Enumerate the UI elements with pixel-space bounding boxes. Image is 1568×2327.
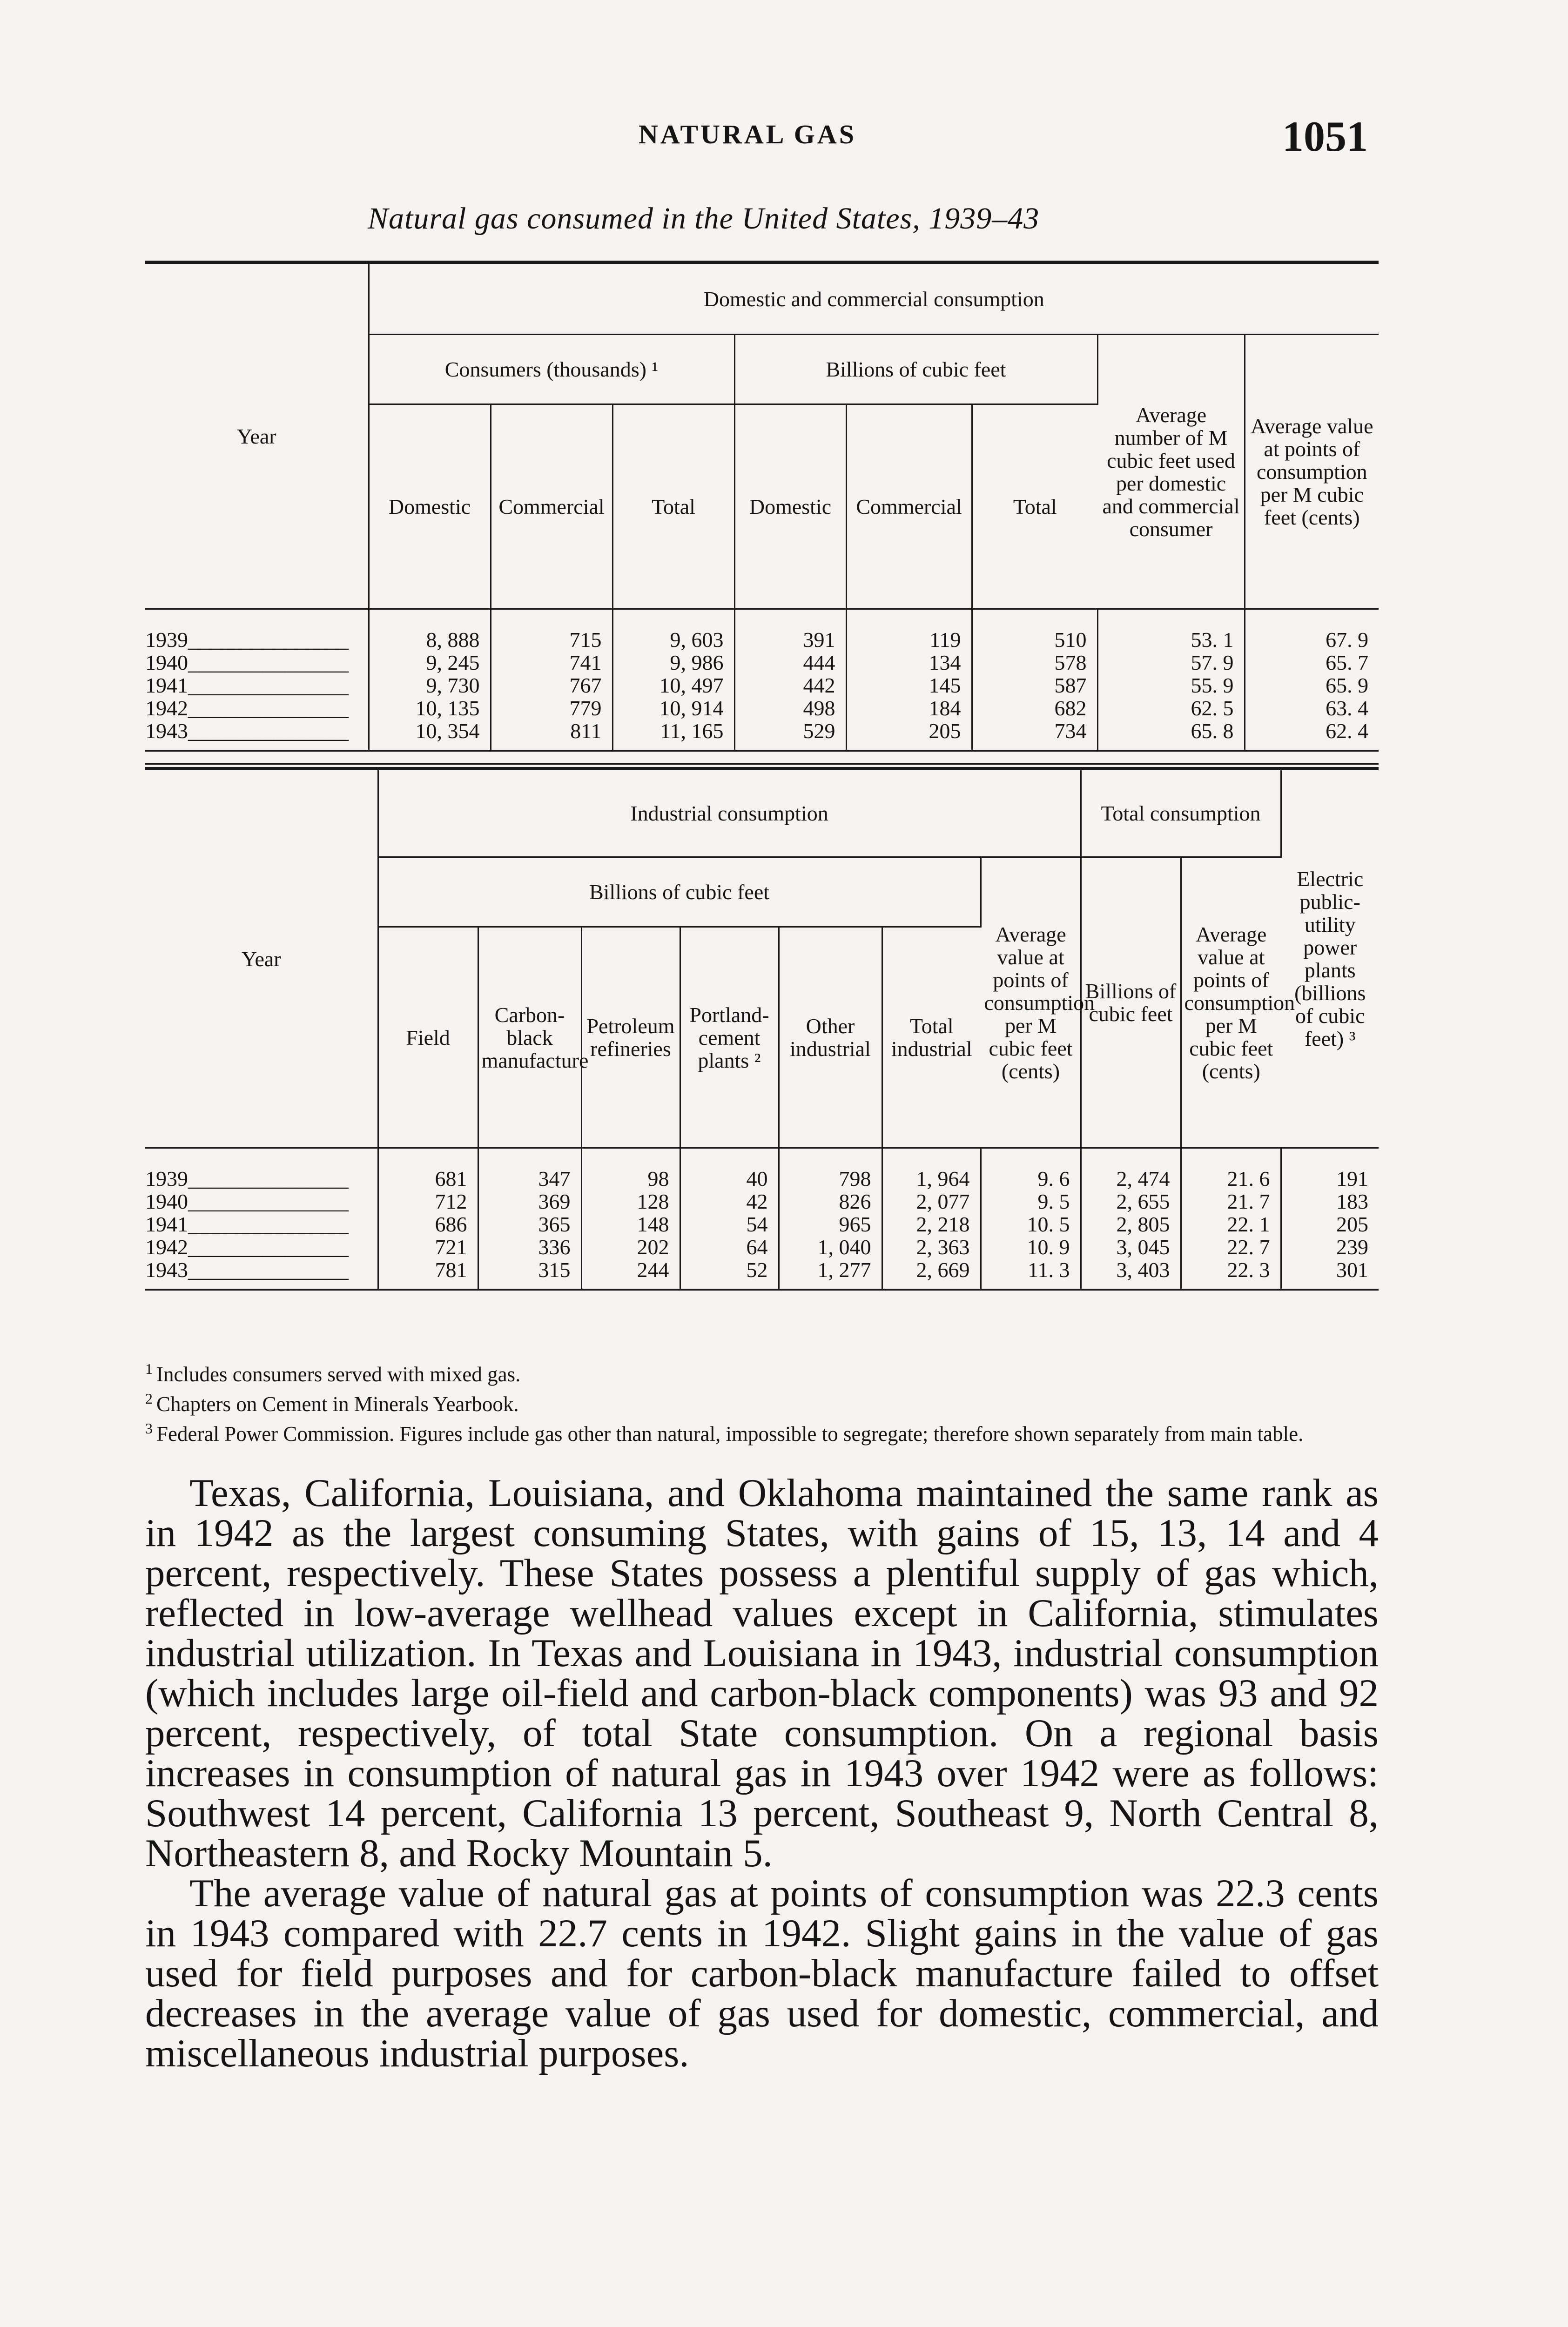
cell: 9, 986 <box>612 651 734 674</box>
cell: 22. 7 <box>1181 1236 1281 1258</box>
cell: 712 <box>378 1190 478 1213</box>
cell: 498 <box>734 697 846 720</box>
cell: 128 <box>581 1190 680 1213</box>
cell: 145 <box>846 674 972 697</box>
cell: 8, 888 <box>369 609 491 652</box>
cell: 798 <box>779 1148 882 1190</box>
cell: 2, 474 <box>1081 1148 1181 1190</box>
table-row <box>145 651 1379 674</box>
cell: 53. 1 <box>1097 609 1245 652</box>
col-avg-total: Average value at points of consumption per M cubic feet (cents) <box>1181 857 1281 1148</box>
paragraph: The average value of natural gas at points of consumption was 22.3 cents in 1943 compared with 22.7 cents in 1942. Slight gains in the value of gas used for field purposes and for carbon-black manufacture failed to offset decreases in the average value of gas used for domestic, commercial, and miscellaneous industrial purposes. <box>145 1871 1379 2075</box>
cell: 3, 403 <box>1081 1258 1181 1290</box>
col-consumers-domestic: Domestic <box>369 404 491 609</box>
cell: 10. 9 <box>981 1236 1081 1258</box>
table-row <box>145 1190 1379 1213</box>
cell: 779 <box>491 697 612 720</box>
cell: 301 <box>1281 1258 1379 1290</box>
cell: 682 <box>972 697 1097 720</box>
cell: 2, 077 <box>882 1190 981 1213</box>
year-cell: 1939_______________ <box>145 1148 378 1190</box>
footnote: $^1$ Includes consumers served with mixed gas. <box>145 1360 521 1386</box>
cell: 9, 730 <box>369 674 491 697</box>
cell: 64 <box>680 1236 779 1258</box>
year-cell: 1940_______________ <box>145 1190 378 1213</box>
year-cell: 1943_______________ <box>145 720 369 751</box>
consumers-header: Consumers (thousands) ¹ <box>369 335 734 404</box>
paragraph: Texas, California, Louisiana, and Oklahoma maintained the same rank as in 1942 as the largest consuming States, with gains of 15, 13, 14 and 4 percent, respectively. These States possess a plentiful supply of gas which, reflected in low-average wellhead values except in California, stimulates industrial utilization. In Texas and Louisiana in 1943, industrial consumption (which includes large oil-field and carbon-black components) was 93 and 92 percent, respectively, of total State consumption. On a regional basis increases in consumption of natural gas in 1943 over 1942 were as follows: Southwest 14 percent, California 13 percent, Southeast 9, North Central 8, Northeastern 8, and Rocky Mountain 5. <box>145 1471 1379 1875</box>
cell: 55. 9 <box>1097 674 1245 697</box>
cell: 65. 8 <box>1097 720 1245 751</box>
cell: 741 <box>491 651 612 674</box>
col-consumers-total: Total <box>612 404 734 609</box>
table-row <box>145 720 1379 751</box>
table-row <box>145 1236 1379 1258</box>
cell: 42 <box>680 1190 779 1213</box>
avg-value-header: Average value at points of consumption per M cubic feet (cents) <box>1245 335 1379 609</box>
col-total-billions: Billions of cubic feet <box>1081 857 1181 1148</box>
cell: 715 <box>491 609 612 652</box>
footnote: $^3$ Federal Power Commission. Figures include gas other than natural, impossible to segregate; therefore shown separately from main table. <box>145 1420 1304 1446</box>
col-other-industrial: Other industrial <box>779 927 882 1148</box>
cell: 183 <box>1336 1190 1369 1213</box>
cell: 1, 964 <box>882 1148 981 1190</box>
cell: 22. 1 <box>1181 1213 1281 1236</box>
billions-header: Billions of cubic feet <box>734 335 1097 404</box>
cell: 9, 603 <box>612 609 734 652</box>
col-billions-domestic: Domestic <box>734 404 846 609</box>
cell: 444 <box>734 651 846 674</box>
body-text <box>145 1473 1379 2073</box>
cell: 10. 5 <box>981 1213 1081 1236</box>
total-consumption-header: Total consumption <box>1081 769 1281 857</box>
cell: 98 <box>581 1148 680 1190</box>
cell: 347 <box>478 1148 581 1190</box>
table-row <box>145 697 1379 720</box>
cell: 1, 277 <box>779 1258 882 1290</box>
cell: 365 <box>478 1213 581 1236</box>
cell: 10, 354 <box>369 720 491 751</box>
running-head: NATURAL GAS <box>639 119 857 149</box>
col-total-industrial: Total industrial <box>882 927 981 1148</box>
year-cell: 1942_______________ <box>145 1236 378 1258</box>
cell: 587 <box>972 674 1097 697</box>
col-carbon-black: Carbon-black manufacture <box>478 927 581 1148</box>
cell: 10, 914 <box>612 697 734 720</box>
cell: 11. 3 <box>981 1258 1081 1290</box>
year-cell: 1940_______________ <box>145 651 369 674</box>
cell: 2, 805 <box>1081 1213 1181 1236</box>
cell: 21. 6 <box>1181 1148 1281 1190</box>
cell: 442 <box>734 674 846 697</box>
cell: 965 <box>779 1213 882 1236</box>
cell: 2, 655 <box>1081 1190 1181 1213</box>
col-consumers-commercial: Commercial <box>491 404 612 609</box>
cell: 191 <box>1336 1167 1369 1190</box>
cell: 1, 040 <box>779 1236 882 1258</box>
cell: 10, 135 <box>369 697 491 720</box>
cell: 2, 669 <box>882 1258 981 1290</box>
cell: 9. 6 <box>981 1148 1081 1190</box>
year-cell: 1939_______________ <box>145 609 369 652</box>
table-row <box>145 1213 1379 1236</box>
cell: 315 <box>478 1258 581 1290</box>
cell: 681 <box>378 1148 478 1190</box>
cell: 11, 165 <box>612 720 734 751</box>
cell: 65. 9 <box>1326 673 1369 697</box>
cell: 2, 363 <box>882 1236 981 1258</box>
col-avg-industrial: Average value at points of consumption per M cubic feet (cents) <box>981 857 1081 1148</box>
cell: 239 <box>1336 1235 1369 1259</box>
cell: 767 <box>491 674 612 697</box>
table-divider-rule <box>145 763 1379 765</box>
cell: 205 <box>846 720 972 751</box>
industrial-header: Industrial consumption <box>378 769 1081 857</box>
cell: 721 <box>378 1236 478 1258</box>
page-number: 1051 <box>1282 113 1368 160</box>
cell: 734 <box>972 720 1097 751</box>
year-cell: 1941_______________ <box>145 1213 378 1236</box>
table-row <box>145 1148 1379 1190</box>
domestic-commercial-table <box>145 261 1379 752</box>
cell: 62. 4 <box>1245 720 1379 751</box>
col-portland-cement: Portland-cement plants ² <box>680 927 779 1148</box>
cell: 336 <box>478 1236 581 1258</box>
cell: 202 <box>581 1236 680 1258</box>
domestic-commercial-header: Domestic and commercial consumption <box>369 262 1379 335</box>
cell: 244 <box>581 1258 680 1290</box>
cell: 67. 9 <box>1326 628 1369 652</box>
cell: 369 <box>478 1190 581 1213</box>
electric-utility-header: Electric public-utility power plants (billions of cubic feet) ³ <box>1281 769 1379 1148</box>
cell: 40 <box>680 1148 779 1190</box>
cell: 119 <box>846 609 972 652</box>
cell: 781 <box>378 1258 478 1290</box>
year-header-2: Year <box>145 769 378 1148</box>
cell: 65. 7 <box>1326 651 1369 674</box>
table-row <box>145 1258 1379 1290</box>
cell: 62. 5 <box>1097 697 1245 720</box>
footnote: $^2$ Chapters on Cement in Minerals Yearbook. <box>145 1390 519 1416</box>
cell: 529 <box>734 720 846 751</box>
footnotes <box>145 1357 1383 1446</box>
year-cell: 1943_______________ <box>145 1258 378 1290</box>
cell: 57. 9 <box>1097 651 1245 674</box>
cell: 826 <box>779 1190 882 1213</box>
col-billions-total: Total <box>972 404 1097 609</box>
year-cell: 1942_______________ <box>145 697 369 720</box>
table-title: Natural gas consumed in the United States, 1939–43 <box>368 202 1040 235</box>
cell: 3, 045 <box>1081 1236 1181 1258</box>
cell: 148 <box>581 1213 680 1236</box>
cell: 205 <box>1336 1212 1369 1236</box>
cell: 52 <box>680 1258 779 1290</box>
cell: 54 <box>680 1213 779 1236</box>
cell: 510 <box>972 609 1097 652</box>
col-petroleum: Petroleum refineries <box>581 927 680 1148</box>
cell: 21. 7 <box>1181 1190 1281 1213</box>
avg-number-header: Average number of M cubic feet used per domestic and commercial consumer <box>1097 335 1245 609</box>
cell: 9, 245 <box>369 651 491 674</box>
year-header: Year <box>145 262 369 609</box>
cell: 391 <box>734 609 846 652</box>
col-billions-commercial: Commercial <box>846 404 972 609</box>
cell: 686 <box>378 1213 478 1236</box>
industrial-consumption-table <box>145 767 1379 1291</box>
industrial-billions-header: Billions of cubic feet <box>378 857 981 927</box>
cell: 811 <box>491 720 612 751</box>
col-field: Field <box>378 927 478 1148</box>
cell: 9. 5 <box>981 1190 1081 1213</box>
cell: 10, 497 <box>612 674 734 697</box>
cell: 578 <box>972 651 1097 674</box>
cell: 184 <box>846 697 972 720</box>
cell: 22. 3 <box>1181 1258 1281 1290</box>
table-row <box>145 609 1379 652</box>
year-cell: 1941_______________ <box>145 674 369 697</box>
cell: 2, 218 <box>882 1213 981 1236</box>
cell: 134 <box>846 651 972 674</box>
cell: 63. 4 <box>1326 696 1369 720</box>
table-row <box>145 674 1379 697</box>
